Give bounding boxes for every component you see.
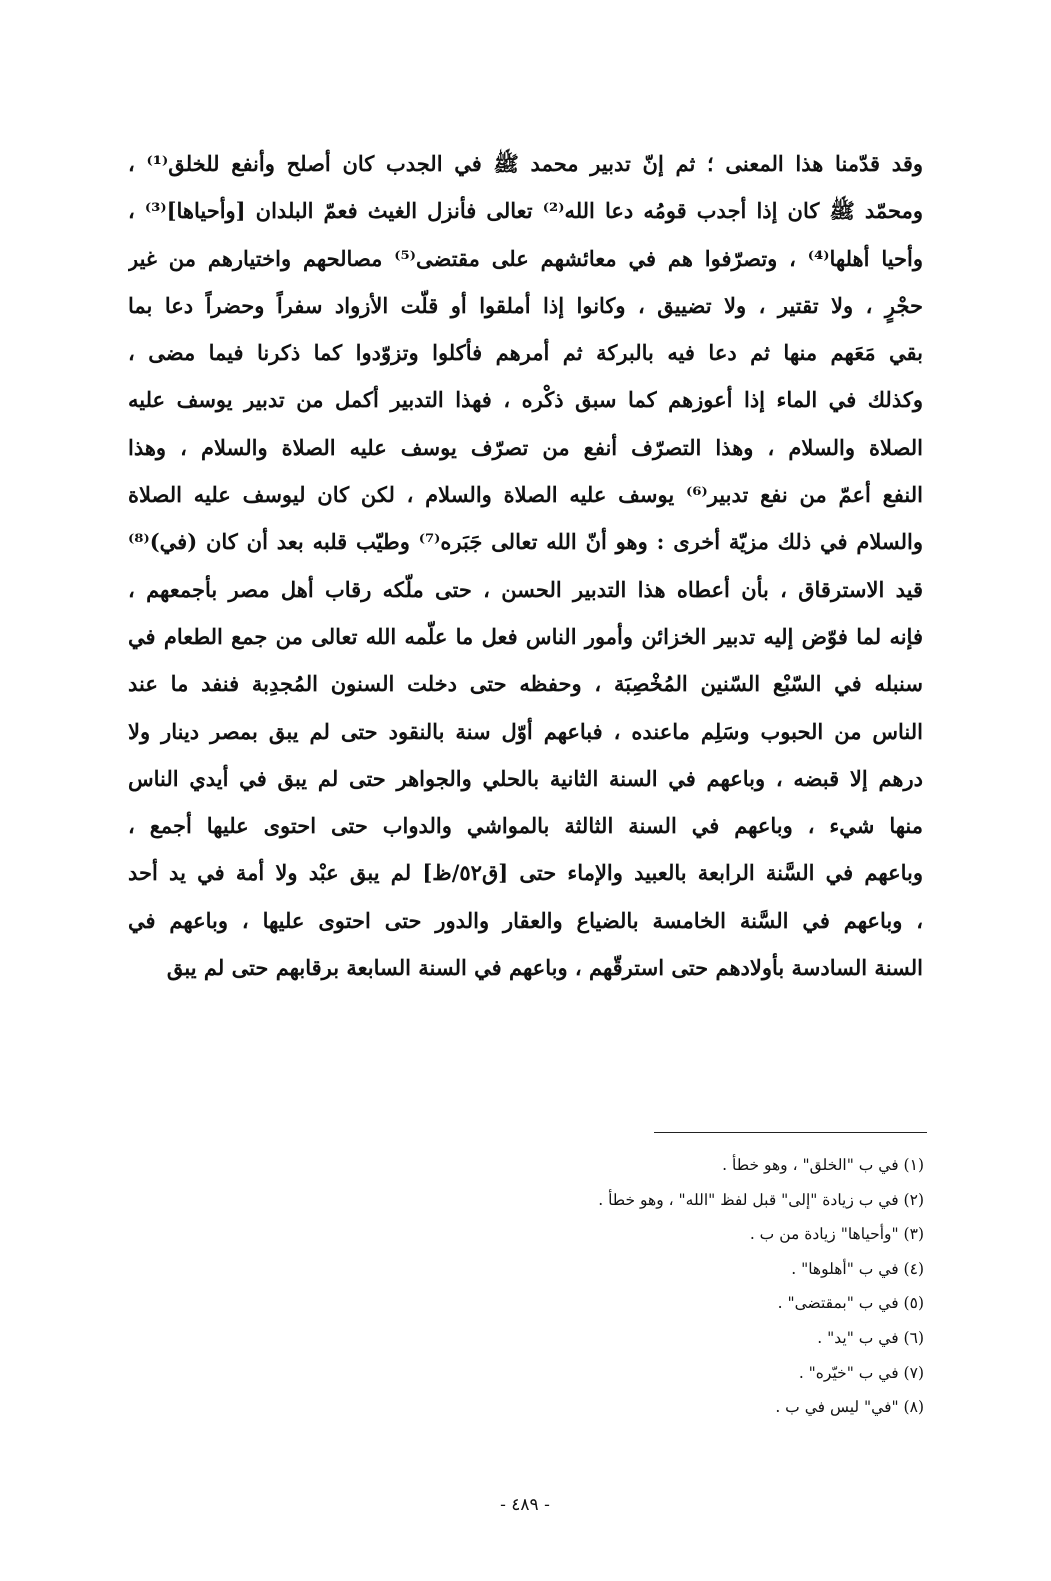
footnote: (٨) "في" ليس في ب .: [775, 1398, 924, 1417]
footnote: (٧) في ب "خيّره" .: [798, 1363, 924, 1382]
text-line: النفع أعمّ من نفع تدبير⁽⁶⁾ يوسف عليه الصلاة والسلام ، لكن كان ليوسف عليه الصلاة: [128, 482, 923, 508]
text-line: حجْرٍ ، ولا تقتير ، ولا تضييق ، وكانوا إذا أملقوا أو قلّت الأزواد سفراً وحضراً دعا بما: [128, 292, 923, 318]
text-line: درهم إلا قبضه ، وباعهم في السنة الثانية بالحلي والجواهر حتى لم يبق في أيدي الناس: [128, 765, 923, 791]
text-line: الناس من الحبوب وسَلِم ماعنده ، فباعهم أوّل سنة بالنقود حتى لم يبق بمصر دينار ولا: [128, 718, 923, 744]
text-line: الصلاة والسلام ، وهذا التصرّف أنفع من تصرّف يوسف عليه الصلاة والسلام ، وهذا: [128, 434, 923, 460]
text-line: والسلام في ذلك مزيّة أخرى : وهو أنّ الله تعالى جَبَره⁽⁷⁾ وطيّب قلبه بعد أن كان (في)⁽⁸⁾: [128, 529, 923, 555]
footnote: (١) في ب "الخلق" ، وهو خطأ .: [722, 1156, 924, 1174]
text-line: وكذلك في الماء إذا أعوزهم كما سبق ذكْره ، فهذا التدبير أكمل من تدبير يوسف عليه: [128, 387, 923, 413]
main-text: [128, 140, 923, 991]
footnote: (٢) في ب زيادة "إلى" قبل لفظ "الله" ، وهو خطأ .: [598, 1190, 924, 1209]
footnote: (٣) "وأحياها" زيادة من ب .: [749, 1225, 924, 1244]
text-line: السنة السادسة بأولادهم حتى استرقّهم ، وباعهم في السنة السابعة برقابهم حتى لم يبق: [166, 955, 923, 981]
text-line: وقد قدّمنا هذا المعنى ؛ ثم إنّ تدبير محمد ﷺ في الجدب كان أصلح وأنفع للخلق⁽¹⁾ ،: [128, 151, 923, 176]
text-line: ومحمّد ﷺ كان إذا أجدب قومُه دعا الله⁽²⁾ تعالى فأنزل الغيث فعمّ البلدان [وأحياها]⁽³⁾ ،: [128, 198, 923, 224]
text-line: منها شيء ، وباعهم في السنة الثالثة بالمواشي والدواب حتى احتوى عليها أجمع ،: [128, 813, 923, 839]
footnote: (٤) في ب "أهلوها" .: [791, 1259, 924, 1278]
text-line: قيد الاسترقاق ، بأن أعطاه هذا التدبير الحسن ، حتى ملّكه رقاب أهل مصر بأجمعهم ،: [128, 576, 923, 602]
text-line: فإنه لما فوّض إليه تدبير الخزائن وأمور الناس فعل ما علّمه الله تعالى من جمع الطعام في: [128, 623, 923, 649]
text-line: ، وباعهم في السَّنة الخامسة بالضياع والعقار والدور حتى احتوى عليها ، وباعهم في: [128, 907, 923, 933]
text-line: سنبله في السّبْع السّنين المُخْصِبَة ، وحفظه حتى دخلت السنون المُجدِبة فنفد ما عند: [128, 671, 923, 697]
footnotes: [400, 1148, 924, 1425]
page-number: - ٤٨٩ -: [500, 1495, 550, 1515]
text-line: وأحيا أهلها⁽⁴⁾ ، وتصرّفوا هم في معائشهم على مقتضى⁽⁵⁾ مصالحهم واختيارهم من غير: [128, 245, 923, 271]
text-line: بقي مَعَهم منها ثم دعا فيه بالبركة ثم أمرهم فأكلوا وتزوّدوا كما ذكرنا فيما مضى ،: [128, 340, 923, 366]
footnote: (٦) في ب "يد" .: [817, 1328, 924, 1347]
footnote-divider: [654, 1132, 927, 1133]
text-line: وباعهم في السَّنة الرابعة بالعبيد والإماء حتى [ق٥٢/ظ] لم يبق عبْد ولا أمة في يد أحد: [128, 860, 923, 886]
footnote: (٥) في ب "بمقتضى" .: [777, 1294, 924, 1313]
